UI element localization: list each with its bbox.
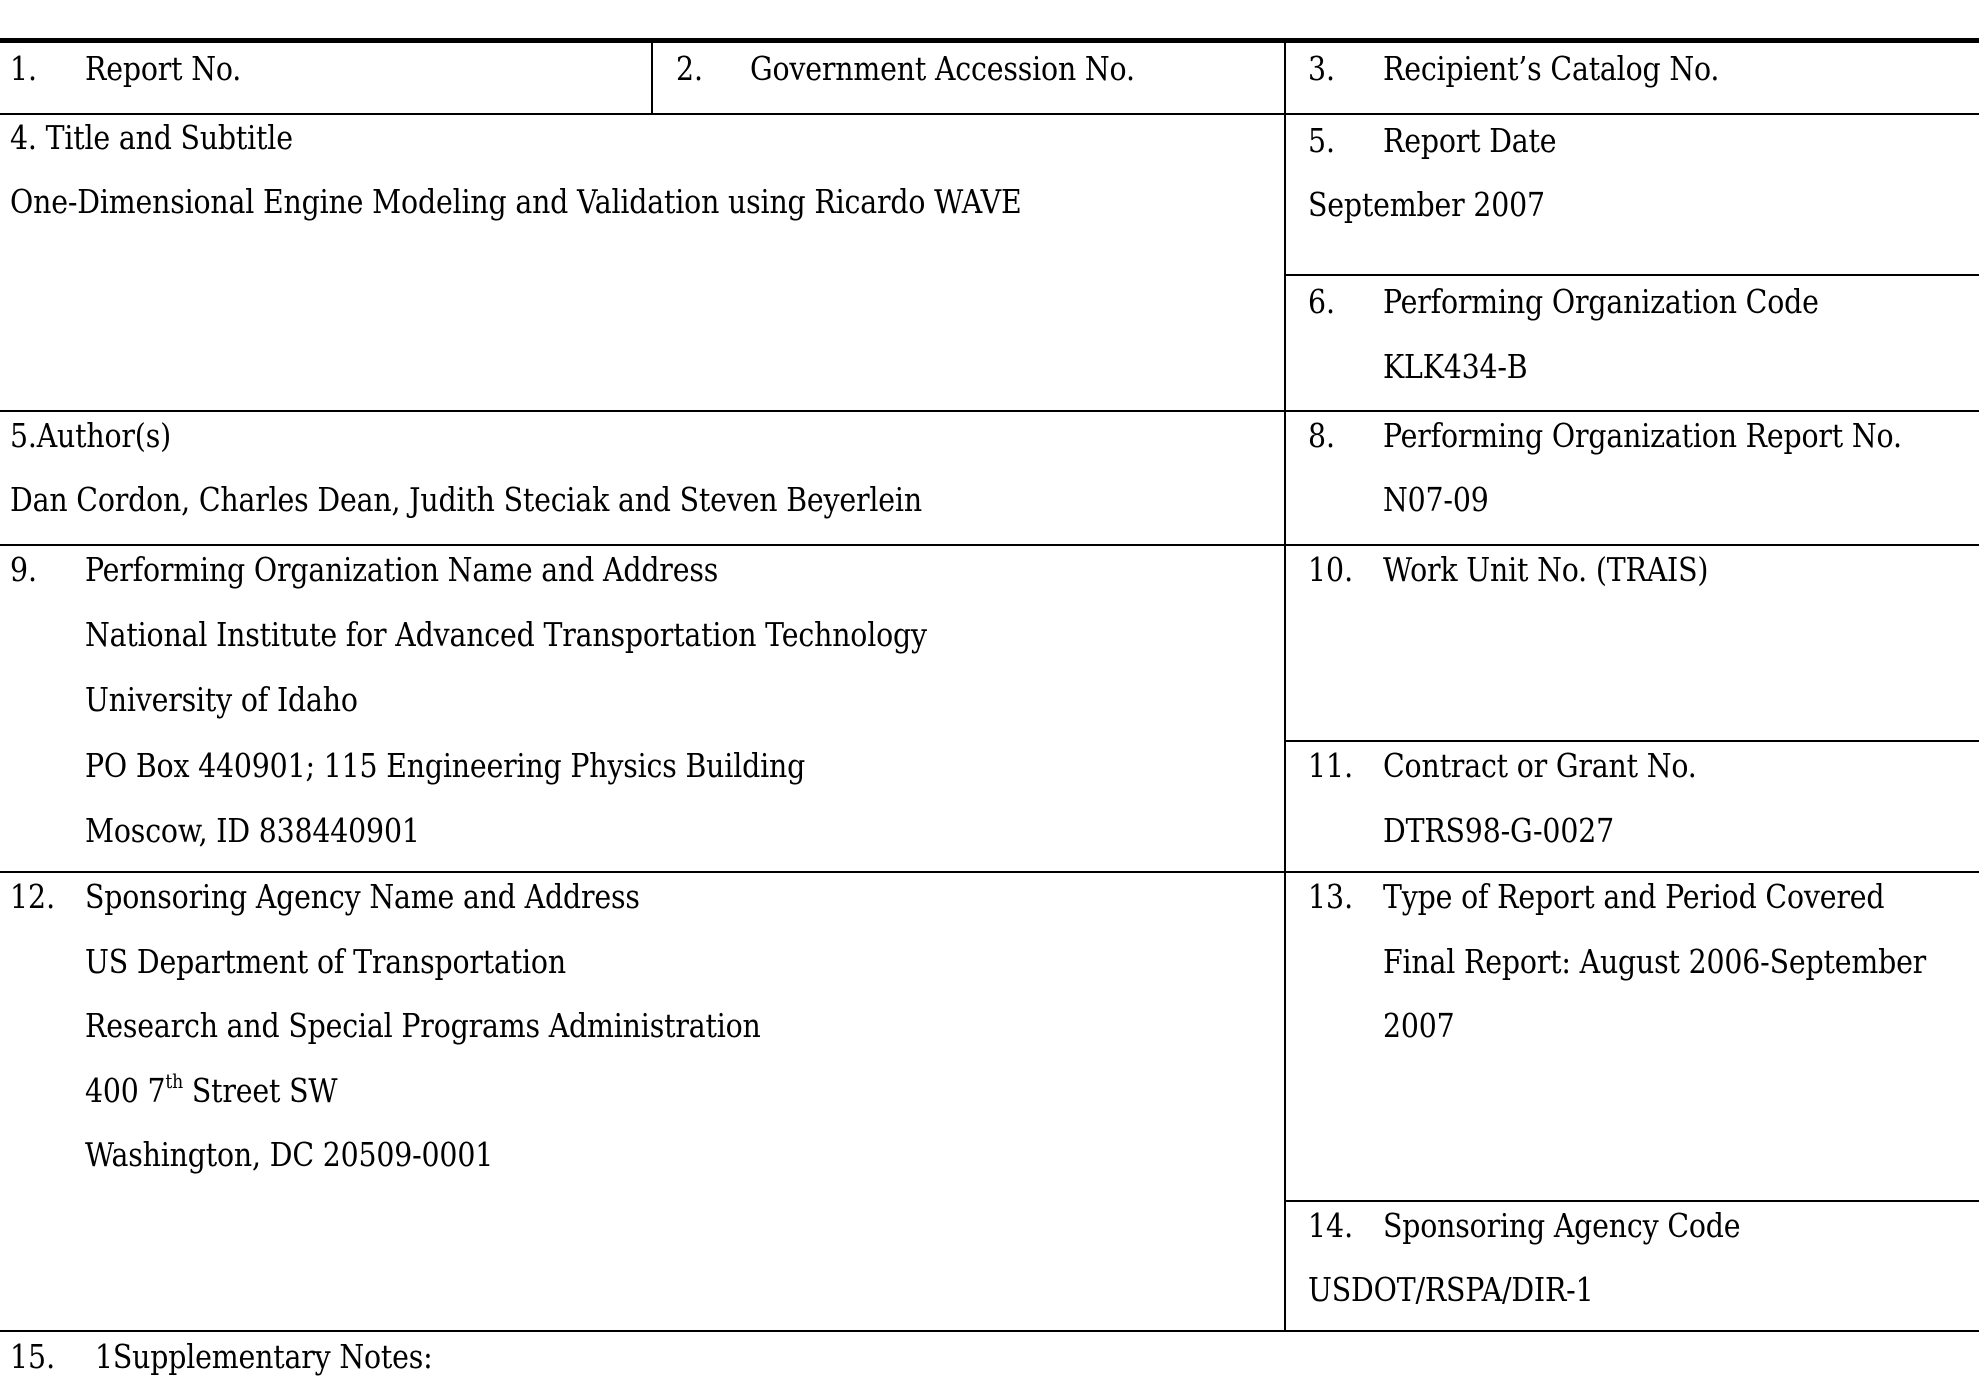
address-line: National Institute for Advanced Transportation Technology — [85, 615, 927, 654]
address-line: Washington, DC 20509-0001 — [85, 1135, 494, 1174]
address-street-post: Street SW — [183, 1071, 338, 1110]
field-label: Report No. — [85, 49, 242, 88]
field-label: Recipient’s Catalog No. — [1383, 49, 1720, 88]
row-divider-2 — [0, 410, 1979, 412]
field-number: 12. — [10, 877, 56, 916]
field-number: 5. — [1308, 121, 1336, 160]
agency-code-value: USDOT/RSPA/DIR-1 — [1308, 1270, 1594, 1309]
field-label: 4. Title and Subtitle — [10, 118, 293, 157]
field-label: Sponsoring Agency Code — [1383, 1206, 1741, 1245]
field-number: 13. — [1308, 877, 1354, 916]
address-street-pre: 400 7 — [85, 1071, 166, 1110]
field-number: 11. — [1308, 746, 1354, 785]
field-number: 9. — [10, 550, 38, 589]
address-street-sup: th — [165, 1069, 184, 1093]
field-label: 1Supplementary Notes: — [95, 1337, 433, 1376]
address-line: University of Idaho — [85, 680, 358, 719]
report-title: One-Dimensional Engine Modeling and Validation using Ricardo WAVE — [10, 182, 1022, 221]
row-divider-right-5-6 — [1284, 274, 1979, 276]
field-label: 5.Author(s) — [10, 416, 172, 455]
field-number: 14. — [1308, 1206, 1354, 1245]
address-line — [85, 1071, 337, 1111]
row-divider-1 — [0, 113, 1979, 115]
field-number: 10. — [1308, 550, 1354, 589]
field-label: Type of Report and Period Covered — [1383, 877, 1885, 916]
field-label: Performing Organization Name and Address — [85, 550, 719, 589]
field-number: 3. — [1308, 49, 1336, 88]
field-label: Performing Organization Report No. — [1383, 416, 1902, 455]
field-label: Contract or Grant No. — [1383, 746, 1697, 785]
field-number: 15. — [10, 1337, 56, 1376]
field-label: Report Date — [1383, 121, 1557, 160]
field-label: Sponsoring Agency Name and Address — [85, 877, 640, 916]
col-divider-main — [1284, 40, 1286, 1332]
address-line: Moscow, ID 838440901 — [85, 811, 420, 850]
report-date-value: September 2007 — [1308, 185, 1545, 224]
field-number: 6. — [1308, 282, 1336, 321]
field-number: 8. — [1308, 416, 1336, 455]
row-divider-5 — [0, 1330, 1979, 1332]
row-divider-right-13-14 — [1284, 1200, 1979, 1202]
field-number: 1. — [10, 49, 38, 88]
address-line: US Department of Transportation — [85, 942, 566, 981]
field-label: Performing Organization Code — [1383, 282, 1819, 321]
field-number: 2. — [676, 49, 704, 88]
field-label: Work Unit No. (TRAIS) — [1383, 550, 1709, 589]
organization-code-value: KLK434-B — [1383, 347, 1528, 386]
col-divider-1-2 — [651, 40, 653, 115]
row-divider-4 — [0, 871, 1979, 873]
address-line: Research and Special Programs Administration — [85, 1006, 761, 1045]
grant-no-value: DTRS98-G-0027 — [1383, 811, 1614, 850]
field-label: Government Accession No. — [750, 49, 1135, 88]
report-period-value: Final Report: August 2006-September — [1383, 942, 1927, 981]
report-no-value: N07-09 — [1383, 480, 1489, 519]
authors-value: Dan Cordon, Charles Dean, Judith Steciak and Steven Beyerlein — [10, 480, 922, 519]
address-line: PO Box 440901; 115 Engineering Physics Building — [85, 746, 806, 785]
report-period-value-cont: 2007 — [1383, 1006, 1455, 1045]
top-border-thick — [0, 38, 1979, 43]
row-divider-right-10-11 — [1284, 740, 1979, 742]
row-divider-3 — [0, 544, 1979, 546]
